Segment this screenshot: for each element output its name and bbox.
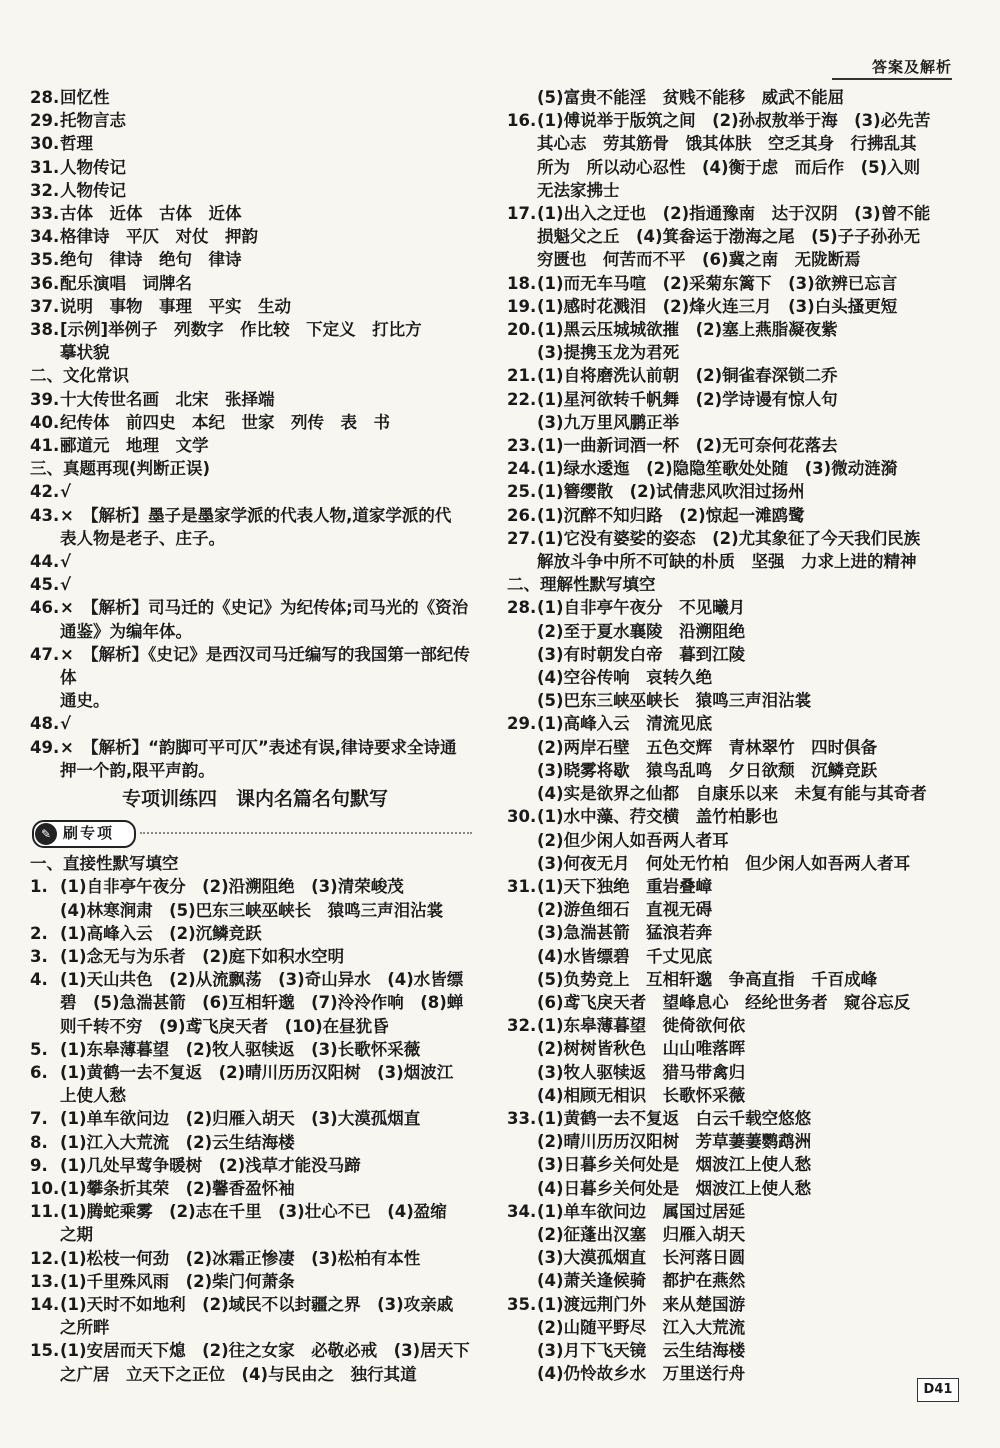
answer-item xyxy=(507,1316,952,1339)
answer-text: 古体 近体 古体 近体 xyxy=(60,204,242,224)
answer-text: (1)千里殊风雨 (2)柴门何萧条 xyxy=(60,1271,295,1291)
answer-item xyxy=(507,411,952,434)
answer-text: × 【解析】墨子是墨家学派的代表人物,道家学派的代 xyxy=(60,505,452,525)
answer-text: (1)自将磨洗认前朝 (2)铜雀春深锁二乔 xyxy=(537,366,838,386)
answer-item xyxy=(507,596,952,619)
section-heading: 二、理解性默写填空 xyxy=(507,575,656,595)
answer-item xyxy=(507,829,952,852)
answer-item xyxy=(30,202,480,225)
answer-text: 十大传世名画 北宋 张择端 xyxy=(60,389,275,409)
answer-item xyxy=(30,1107,480,1130)
item-number: 2. xyxy=(30,923,48,943)
answer-item xyxy=(30,1154,480,1177)
answer-item xyxy=(507,1084,952,1107)
answer-text: (1)单车欲问边 属国过居延 xyxy=(537,1201,746,1221)
answer-item xyxy=(30,1293,480,1316)
answer-item xyxy=(30,1131,480,1154)
item-number: 46. xyxy=(30,598,60,618)
answer-text: √ xyxy=(60,482,72,502)
answer-text: (1)自非亭午夜分 不见曦月 xyxy=(537,598,746,618)
item-number: 12. xyxy=(30,1248,60,1268)
item-number: 11. xyxy=(30,1202,60,1222)
item-number: 35. xyxy=(30,250,60,270)
answer-item xyxy=(30,736,480,759)
answer-item xyxy=(30,689,480,712)
answer-text: (2)但少闲人如吾两人者耳 xyxy=(537,830,729,850)
answer-text: 摹状貌 xyxy=(60,343,110,363)
answer-text: (1)几处早莺争暖树 (2)浅草才能没马蹄 xyxy=(60,1155,361,1175)
item-number: 42. xyxy=(30,482,60,502)
answer-text: 哲理 xyxy=(60,134,93,154)
answer-item xyxy=(507,945,952,968)
item-number: 30. xyxy=(507,807,537,827)
section-heading: 一、直接性默写填空 xyxy=(30,854,179,874)
answer-text: (1)绿水逶迤 (2)隐隐笙歌处处随 (3)微动涟漪 xyxy=(537,459,898,479)
answer-item xyxy=(30,179,480,202)
answer-item xyxy=(30,248,480,271)
item-number: 43. xyxy=(30,505,60,525)
answer-item xyxy=(507,898,952,921)
answer-item xyxy=(507,1223,952,1246)
answer-item xyxy=(507,1061,952,1084)
answer-text: (1)而无车马喧 (2)采菊东篱下 (3)欲辨已忘言 xyxy=(537,273,898,293)
item-number: 23. xyxy=(507,436,537,456)
answer-text: 回忆性 xyxy=(60,88,110,107)
item-number: 29. xyxy=(507,714,537,734)
answer-item xyxy=(30,945,480,968)
answer-item xyxy=(507,248,952,271)
header-label: 答案及解析 xyxy=(871,58,952,76)
answer-text: (2)征蓬出汉塞 归雁入胡天 xyxy=(537,1224,746,1244)
answer-item xyxy=(30,968,480,991)
item-number: 4. xyxy=(30,970,48,990)
answer-item xyxy=(507,1339,952,1362)
answer-item xyxy=(507,666,952,689)
answer-item xyxy=(30,318,480,341)
answer-item xyxy=(507,1200,952,1223)
item-number: 20. xyxy=(507,320,537,340)
answer-text: (3)月下飞天镜 云生结海楼 xyxy=(537,1340,746,1360)
answer-text: (1)念无与为乐者 (2)庭下如积水空明 xyxy=(60,946,345,966)
answer-text: 通鉴》为编年体。 xyxy=(60,621,192,641)
answer-item xyxy=(30,295,480,318)
answer-text: (3)大漠孤烟直 长河落日圆 xyxy=(537,1248,746,1268)
item-number: 40. xyxy=(30,412,60,432)
brush-badge xyxy=(32,820,136,848)
item-number: 32. xyxy=(30,180,60,200)
right-column xyxy=(507,86,952,1385)
answer-item xyxy=(30,341,480,364)
item-number: 28. xyxy=(30,88,60,107)
answer-text: (2)两岸石壁 五色交辉 青林翠竹 四时俱备 xyxy=(537,737,878,757)
item-number: 8. xyxy=(30,1132,48,1152)
answer-text: (1)出入之迂也 (2)指通豫南 达于汉阴 (3)曾不能 xyxy=(537,204,931,224)
item-number: 36. xyxy=(30,273,60,293)
answer-text: 绝句 律诗 绝句 律诗 xyxy=(60,250,242,270)
answer-text: (1)天下独绝 重岩叠嶂 xyxy=(537,876,713,896)
answer-item xyxy=(507,736,952,759)
answer-item xyxy=(30,1270,480,1293)
answer-text: 之所畔 xyxy=(60,1318,110,1338)
answer-text: × 【解析】《史记》是西汉司马迁编写的我国第一部纪传体 xyxy=(60,644,470,688)
answer-text: (4)实是欲界之仙都 自康乐以来 未复有能与其奇者 xyxy=(537,784,927,804)
answer-text: (5)巴东三峡巫峡长 猿鸣三声泪沾裳 xyxy=(537,691,812,711)
answer-item xyxy=(507,225,952,248)
item-number: 25. xyxy=(507,482,537,502)
answer-item xyxy=(507,364,952,387)
item-number: 41. xyxy=(30,436,60,456)
answer-text: (1)天山共色 (2)从流飘荡 (3)奇山异水 (4)水皆缥 xyxy=(60,970,464,990)
answer-item xyxy=(30,109,480,132)
answer-text: (1)它没有婆娑的姿态 (2)尤其象征了今天我们民族 xyxy=(537,528,921,548)
item-number: 14. xyxy=(30,1294,60,1314)
dotted-divider xyxy=(140,832,472,834)
answer-item xyxy=(507,968,952,991)
answer-item xyxy=(30,527,480,550)
answer-text: (3)牧人驱犊返 猎马带禽归 xyxy=(537,1062,746,1082)
answer-text: 托物言志 xyxy=(60,111,126,131)
answer-text: 损魁父之丘 (4)箕畚运于渤海之尾 (5)子子孙孙无 xyxy=(537,227,921,247)
answer-item xyxy=(30,1015,480,1038)
answer-item xyxy=(30,480,480,503)
item-number: 6. xyxy=(30,1062,48,1082)
answer-text: 人物传记 xyxy=(60,180,126,200)
answer-text: (4)林寒涧肃 (5)巴东三峡巫峡长 猿鸣三声泪沾裳 xyxy=(60,900,444,920)
answer-item xyxy=(30,1177,480,1200)
answer-item xyxy=(507,875,952,898)
item-number: 24. xyxy=(507,459,537,479)
answer-item xyxy=(507,712,952,735)
answer-item xyxy=(507,921,952,944)
answer-text: (1)黄鹤一去不复返 (2)晴川历历汉阳树 (3)烟波江 xyxy=(60,1062,454,1082)
answer-text: [示例]举例子 列数字 作比较 下定义 打比方 xyxy=(60,320,422,340)
answer-item xyxy=(30,899,480,922)
page-number: D41 xyxy=(917,1378,959,1402)
brush-icon: ✎ xyxy=(35,823,57,845)
answer-item xyxy=(30,504,480,527)
item-number: 18. xyxy=(507,273,537,293)
answer-item xyxy=(30,225,480,248)
answer-text: (1)东皋薄暮望 徙倚欲何依 xyxy=(537,1016,746,1036)
answer-item xyxy=(507,620,952,643)
answer-item xyxy=(507,1107,952,1130)
item-number: 37. xyxy=(30,296,60,316)
answer-text: (4)水皆缥碧 千丈见底 xyxy=(537,946,713,966)
answer-item xyxy=(507,1014,952,1037)
answer-text: 则千转不穷 (9)鸢飞戾天者 (10)在昼犹昏 xyxy=(60,1016,389,1036)
answer-item xyxy=(507,1269,952,1292)
answer-item xyxy=(30,156,480,179)
answer-item xyxy=(507,852,952,875)
item-number: 48. xyxy=(30,714,60,734)
item-number: 27. xyxy=(507,528,537,548)
answer-item xyxy=(507,109,952,132)
answer-text: (4)日暮乡关何处是 烟波江上使人愁 xyxy=(537,1178,812,1198)
answer-text: 其心志 劳其筋骨 饿其体肤 空乏其身 行拂乱其 xyxy=(537,134,917,154)
answer-text: 格律诗 平仄 对仗 押韵 xyxy=(60,227,258,247)
answer-text: (3)提携玉龙为君死 xyxy=(537,343,680,363)
answer-item xyxy=(507,457,952,480)
answer-item xyxy=(507,179,952,202)
answer-item xyxy=(507,388,952,411)
answer-item xyxy=(30,86,480,109)
answer-text: 说明 事物 事理 平实 生动 xyxy=(60,296,291,316)
item-number: 32. xyxy=(507,1016,537,1036)
answer-item xyxy=(507,480,952,503)
item-number: 19. xyxy=(507,296,537,316)
item-number: 7. xyxy=(30,1109,48,1129)
brush-banner xyxy=(30,818,480,848)
item-number: 15. xyxy=(30,1341,60,1361)
answer-text: (1)黄鹤一去不复返 白云千载空悠悠 xyxy=(537,1108,812,1128)
answer-text: 上使人愁 xyxy=(60,1086,126,1106)
item-number: 30. xyxy=(30,134,60,154)
item-number: 39. xyxy=(30,389,60,409)
answer-text: (3)九万里风鹏正举 xyxy=(537,412,680,432)
answer-item xyxy=(30,1084,480,1107)
answer-text: (1)单车欲问边 (2)归雁入胡天 (3)大漠孤烟直 xyxy=(60,1109,421,1129)
answer-text: (1)松枝一何劲 (2)冰霜正惨凄 (3)松柏有本性 xyxy=(60,1248,421,1268)
answer-item xyxy=(507,1362,952,1385)
answer-text: 解放斗争中所不可缺的朴质 坚强 力求上进的精神 xyxy=(537,552,917,572)
answer-item xyxy=(507,132,952,155)
item-number: 49. xyxy=(30,737,60,757)
answer-text: (3)何夜无月 何处无竹柏 但少闲人如吾两人者耳 xyxy=(537,853,911,873)
answer-text: (1)东皋薄暮望 (2)牧人驱犊返 (3)长歌怀采薇 xyxy=(60,1039,421,1059)
answer-text: (1)簪缨散 (2)试倩悲风吹泪过扬州 xyxy=(537,482,805,502)
answer-text: 无法家拂士 xyxy=(537,180,620,200)
answer-item xyxy=(507,504,952,527)
item-number: 38. xyxy=(30,320,60,340)
item-number: 9. xyxy=(30,1155,48,1175)
answer-item xyxy=(30,596,480,619)
item-number: 33. xyxy=(507,1108,537,1128)
item-number: 33. xyxy=(30,204,60,224)
answer-text: (3)有时朝发白帝 暮到江陵 xyxy=(537,644,746,664)
item-number: 22. xyxy=(507,389,537,409)
answer-text: (4)空谷传响 哀转久绝 xyxy=(537,668,713,688)
answer-text: (1)一曲新词酒一杯 (2)无可奈何花落去 xyxy=(537,436,838,456)
answer-text: (2)树树皆秋色 山山唯落晖 xyxy=(537,1039,746,1059)
item-number: 29. xyxy=(30,111,60,131)
answer-item xyxy=(507,318,952,341)
item-number: 1. xyxy=(30,877,48,897)
answer-text: (2)晴川历历汉阳树 芳草萋萋鹦鹉洲 xyxy=(537,1132,812,1152)
brush-label: 刷专项 xyxy=(63,824,115,843)
answer-item xyxy=(30,1316,480,1339)
answer-item xyxy=(507,1037,952,1060)
answer-item xyxy=(507,1153,952,1176)
answer-item xyxy=(30,1061,480,1084)
answer-item xyxy=(30,272,480,295)
item-number: 13. xyxy=(30,1271,60,1291)
answer-text: (2)游鱼细石 直视无碍 xyxy=(537,900,713,920)
answer-item xyxy=(507,1130,952,1153)
answer-text: (1)傅说举于版筑之间 (2)孙叔敖举于海 (3)必先苦 xyxy=(537,111,931,131)
answer-text: 通史。 xyxy=(60,691,110,711)
section-heading: 三、真题再现(判断正误) xyxy=(30,459,211,479)
answer-text: × 【解析】司马迁的《史记》为纪传体;司马光的《资治 xyxy=(60,598,469,618)
item-number: 34. xyxy=(30,227,60,247)
answer-text: (1)高峰入云 清流见底 xyxy=(537,714,713,734)
answer-text: (1)渡远荆门外 来从楚国游 xyxy=(537,1294,746,1314)
answer-text: √ xyxy=(60,714,72,734)
answer-text: (1)江入大荒流 (2)云生结海楼 xyxy=(60,1132,295,1152)
answer-text: (1)星河欲转千帆舞 (2)学诗谩有惊人句 xyxy=(537,389,838,409)
answer-text: (1)天时不如地利 (2)域民不以封疆之界 (3)攻亲戚 xyxy=(60,1294,454,1314)
answer-text: (2)山随平野尽 江入大荒流 xyxy=(537,1317,746,1337)
answer-text: (3)急湍甚箭 猛浪若奔 xyxy=(537,923,713,943)
answer-item xyxy=(30,132,480,155)
answer-item xyxy=(30,922,480,945)
item-number: 45. xyxy=(30,575,60,595)
answer-text: (4)仍怜故乡水 万里送行舟 xyxy=(537,1364,746,1384)
answer-text: (1)沉醉不知归路 (2)惊起一滩鸥鹭 xyxy=(537,505,805,525)
answer-text: (4)萧关逢候骑 都护在燕然 xyxy=(537,1271,746,1291)
answer-item xyxy=(30,1200,480,1223)
item-number: 3. xyxy=(30,946,48,966)
item-number: 31. xyxy=(30,157,60,177)
answer-text: (2)至于夏水襄陵 沿溯阻绝 xyxy=(537,621,746,641)
answer-item xyxy=(30,434,480,457)
answer-text: 之广居 立天下之正位 (4)与民由之 独行其道 xyxy=(60,1364,417,1384)
answer-item xyxy=(30,620,480,643)
answer-text: (1)水中藻、荇交横 盖竹柏影也 xyxy=(537,807,779,827)
answer-item xyxy=(30,573,480,596)
answer-item xyxy=(30,643,480,689)
section-heading: 二、文化常识 xyxy=(30,366,129,386)
answer-text: (5)富贵不能淫 贫贱不能移 威武不能屈 xyxy=(537,88,845,107)
answer-item xyxy=(507,295,952,318)
answer-item xyxy=(507,434,952,457)
answer-item xyxy=(30,411,480,434)
item-number: 34. xyxy=(507,1201,537,1221)
answer-item xyxy=(507,272,952,295)
answer-item xyxy=(507,782,952,805)
answer-item xyxy=(507,550,952,573)
answer-text: 押一个韵,限平声韵。 xyxy=(60,760,215,780)
answer-item xyxy=(507,643,952,666)
answer-item xyxy=(30,1339,480,1362)
item-number: 35. xyxy=(507,1294,537,1314)
answer-text: (1)黑云压城城欲摧 (2)塞上燕脂凝夜紫 xyxy=(537,320,838,340)
answer-text: √ xyxy=(60,552,72,572)
answer-item xyxy=(30,388,480,411)
answer-text: 穷匮也 何苦而不平 (6)冀之南 无陇断焉 xyxy=(537,250,861,270)
answer-text: (3)晓雾将歇 猿鸟乱鸣 夕日欲颓 沉鳞竞跃 xyxy=(537,760,878,780)
answer-item xyxy=(507,202,952,225)
answer-item xyxy=(507,991,952,1014)
answer-text: 人物传记 xyxy=(60,157,126,177)
item-number: 31. xyxy=(507,876,537,896)
answer-text: √ xyxy=(60,575,72,595)
answer-text: 表人物是老子、庄子。 xyxy=(60,528,225,548)
header-rule xyxy=(832,78,952,80)
answer-text: (3)日暮乡关何处是 烟波江上使人愁 xyxy=(537,1155,812,1175)
item-number: 5. xyxy=(30,1039,48,1059)
answer-text: (1)感时花溅泪 (2)烽火连三月 (3)白头搔更短 xyxy=(537,296,898,316)
answer-text: (1)高峰入云 (2)沉鳞竞跃 xyxy=(60,923,262,943)
item-number: 44. xyxy=(30,552,60,572)
answer-text: × 【解析】“韵脚可平可仄”表述有误,律诗要求全诗通 xyxy=(60,737,457,757)
answer-item xyxy=(507,527,952,550)
answer-item xyxy=(507,156,952,179)
answer-item xyxy=(30,1247,480,1270)
answer-item xyxy=(507,759,952,782)
item-number: 28. xyxy=(507,598,537,618)
answer-item xyxy=(507,1177,952,1200)
answer-item xyxy=(507,1246,952,1269)
answer-item xyxy=(507,689,952,712)
answer-text: 碧 (5)急湍甚箭 (6)互相轩邈 (7)泠泠作响 (8)蝉 xyxy=(60,993,464,1013)
answer-text: 郦道元 地理 文学 xyxy=(60,436,209,456)
special-training-title: 专项训练四 课内名篇名句默写 xyxy=(121,788,388,811)
answer-text: (1)腾蛇乘雾 (2)志在千里 (3)壮心不已 (4)盈缩 xyxy=(60,1202,447,1222)
answer-item xyxy=(30,875,480,898)
answer-item xyxy=(30,1038,480,1061)
answer-text: (6)鸢飞戾天者 望峰息心 经纶世务者 窥谷忘反 xyxy=(537,992,911,1012)
answer-item xyxy=(30,991,480,1014)
answer-item xyxy=(30,550,480,573)
answer-text: (4)相顾无相识 长歌怀采薇 xyxy=(537,1085,746,1105)
answer-text: 纪传体 前四史 本纪 世家 列传 表 书 xyxy=(60,412,390,432)
answer-item xyxy=(30,1363,480,1386)
left-column xyxy=(30,86,480,1386)
answer-text: (1)攀条折其荣 (2)馨香盈怀袖 xyxy=(60,1178,295,1198)
item-number: 16. xyxy=(507,111,537,131)
item-number: 47. xyxy=(30,644,60,664)
answer-item xyxy=(30,759,480,782)
item-number: 26. xyxy=(507,505,537,525)
answer-item xyxy=(507,1293,952,1316)
answer-text: (1)自非亭午夜分 (2)沿溯阻绝 (3)清荣峻茂 xyxy=(60,877,404,897)
answer-item xyxy=(507,341,952,364)
answer-text: 之期 xyxy=(60,1225,93,1245)
item-number: 17. xyxy=(507,204,537,224)
answer-item xyxy=(30,1223,480,1246)
answer-item xyxy=(507,805,952,828)
item-number: 21. xyxy=(507,366,537,386)
answer-text: (1)安居而天下熄 (2)往之女家 必敬必戒 (3)居天下 xyxy=(60,1341,470,1361)
answer-item xyxy=(30,712,480,735)
answer-text: 配乐演唱 词牌名 xyxy=(60,273,192,293)
answer-text: (5)负势竞上 互相轩邈 争高直指 千百成峰 xyxy=(537,969,878,989)
answer-text: 所为 所以动心忍性 (4)衡于虑 而后作 (5)入则 xyxy=(537,157,921,177)
item-number: 10. xyxy=(30,1178,60,1198)
